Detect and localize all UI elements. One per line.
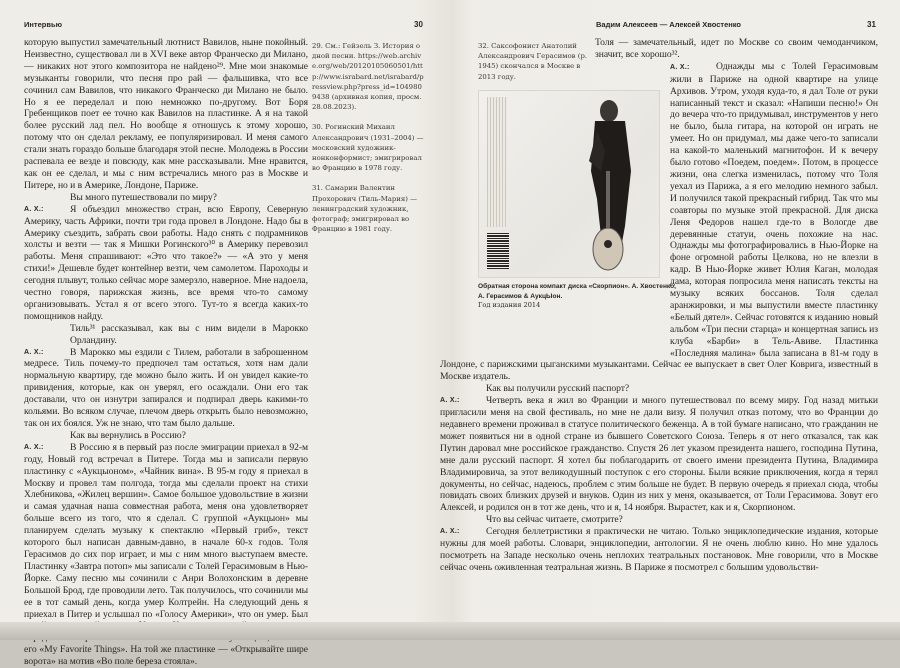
speaker-label: А. Х.: <box>440 528 460 536</box>
speaker-label: А. Х.: <box>670 63 690 71</box>
answer-text: Я объездил множество стран, всю Европу, Северную Америку, часть Африки, почти три года провел в Лондоне. Надо бы в Америку съездить, забрать свои работы. Надо снять с подрамников холсты и везти — так я Мишки Рогинского³⁰ в Америку перевозил работы. Меня спрашивают: «Это что такое?» — «А это у меня стихи!» Дешевле будет контейнер везти, чем самолетом. Пароходы и сегодня плывут, только сейчас море замерзло, наверное. Мне надоела, честно говоря, парижская жизнь, все время что-то самому организовывать. Устал я от всего этого. Тут-то я всегда каких-то помощников найду. <box>24 203 308 322</box>
footnote-29: 29. См.: Гейзель З. История одной песни. https://web.archive.org/web/20120105060501/http://www.israbard.net/israbard/pressview.php?press_id=1049809438 (архивная копия, просм. 28.08.2023). <box>312 42 424 112</box>
table-surface <box>0 622 900 640</box>
footnote-31: 31. Самарин Валентин Прохорович (Тиль-Мария) — ленинградский художник, фотограф; эмигрировал во Францию в 1981 году. <box>312 184 417 234</box>
answer-paragraph <box>24 347 308 430</box>
page-number-right: 31 <box>867 20 876 29</box>
answer-paragraph <box>440 526 878 574</box>
answer-text: В Россию я в первый раз после эмиграции приехал в 92-м году, Новый год встречал в Питере. Тогда мы и записали первую пластинку с «Аукцыоном», «Чайник вина». В 95-м году я приехал в Москву и провел там полгода, тогда мы сделали проект на стихи Хлебникова, «Жилец вершин». Самое большое удовольствие в жизни и самая удачная наша совместная работа, меня она удовлетворяет больше всего из того, что я сделал. С группой «Аукцыон» мы планируем сделать музыку к спектаклю «Первый гриб», текст которого был написан давным-давно, в начале 60-х годов. Толя Герасимов до сих пор играет, и мы с ним много выступаем вместе. Пластинку «Завтра потоп» мы записали с Толей Герасимовым в Нью-Йорке. Саму песню мы сочинили с Анри Волохонским в деревне Большой Брод, где проводили лето. Так получилось, что сочинили мы ее в тот самый день, когда умер Колтрейн. На следующий день я приехал в Питер и услышал по «Голосу Америки», что он умер. Был его «My Favorite Things». На той же пластинке — «Открывайте шире ворота» на мотив «Во поле береза стояла». <box>24 441 308 668</box>
interviewer-question: Как вы получили русский паспорт? <box>486 383 630 395</box>
interviewer-question: Что вы сейчас читаете, смотрите? <box>486 514 623 526</box>
left-footnotes <box>312 41 424 244</box>
answer-text: Сегодня беллетристики я практически не читаю. Только энциклопедические издания, которые нужны для моей работы. Словари, энциклопедии, антологии. Я не очень люблю кино. Но мне удалось посмотреть на Западе несколько очень неплохих театральных постановок. Мне говорили, что в Москве сейчас очень оживленная театральная жизнь. В Париже я посмотрел с большим удовольстви- <box>440 526 878 573</box>
interviewer-question: Вы много путешествовали по миру? <box>70 191 217 203</box>
caption-title: Обратная сторона компакт диска «Скорпион». А. Хвостенко, А. Герасимов & АукцЫон. <box>478 283 677 300</box>
paragraph: которую выпустил замечательный лютнист Вавилов, ныне покойный. Неизвестно, существовал ли в XVI веке автор Франческо ди Милано, — никаких нот этого композитора не найдено²⁹. Мне мои знакомые музыканты говорили, что песня про рай — фальшивка, что все сочинил сам Вавилов, что никакого Франческо ди Милано не было. Но я ее переделал и пою немножко по-другому. Вот Боря Гребенщиков поет ее точно как Вавилов на пластинке. А я на такой более русский лад пел. Но вообще я отношусь к этому хорошо, потому что он сделал рекламу, ее популяризировал. И меня самого стали знать гораздо больше благодаря этой песне. Молодежь в России распевала ее везде и повсюду, как мне рассказывали. Мне нравится, как он ее сделал, и мы с ним встречались много раз в Москве и Питере, но и в Америке, Лондоне, Париже. <box>24 37 308 191</box>
footnote-32: 32. Саксофонист Анатолий Александрович Герасимов (р. 1945) скончался в Москве в 2013 году. <box>478 42 588 81</box>
interviewer-question: Как вы вернулись в Россию? <box>70 429 186 441</box>
footnote-30: 30. Рогинский Михаил Александрович (1931–2004) — московский художник-нонконформист; эмигрировал во Францию в 1978 году. <box>312 123 424 173</box>
answer-paragraph <box>440 395 878 514</box>
right-body-text <box>440 37 878 574</box>
answer-paragraph <box>24 204 308 323</box>
footnote-wrap-spacer <box>440 37 595 61</box>
caption-year: Год издания 2014 <box>478 301 541 309</box>
answer-text: В Марокко мы ездили с Тилем, работали в заброшенном медресе. Тиль почему-то предпочел там остаться, хотя нам дали нормальную квартиру, где можно было жить. И он увидел какие-то привидения, которые, как он уверял, его осаждали. Они его так доставали, что он изнутри запирался и подпирал дверь какими-то кольями. Во всяком случае, плечом дверь открыть было невозможно, так он их боялся. Уж не знаю, что там было дальше. <box>24 346 308 429</box>
speaker-label: А. Х.: <box>24 205 44 213</box>
speaker-label: А. Х.: <box>440 397 460 405</box>
answer-text: Четверть века я жил во Франции и много путешествовал по всему миру. Год назад митьки пригласили меня на свой фестиваль, но мне не дали визу. Я получил отказ потому, что во Франции до недавнего времени проживал в статусе политического беженца. А в той бумаге написано, что гражданин не может появиться ни в одной стране из бывшего Советского Союза. Теперь я от него отказался, так как Путин даровал мне российское гражданство. Спустя 26 лет указом президента нашего, господина Путина, мне дали русский паспорт. Я хотел бы поблагодарить от своего имени президента Путина, Владимира Владимировича, за этот великодушный поступок с его стороны. Были всякие приключения, когда я терял документы, но сейчас, надеюсь, проблем с этим больше не будет. В первую очередь я приехал сюда, чтобы повидать своих близких друзей и внуков. Один из них у меня, оказывается, от Толи Герасимова. Зовут его Алексей, и родился он в тот же день, что и я, 14 ноября. Вырастет, как и я, Скорпионом. <box>440 395 878 514</box>
answer-paragraph <box>440 61 878 383</box>
running-head-right: Вадим Алексеев — Алексей Хвостенко <box>596 20 742 29</box>
left-body-text <box>24 37 308 668</box>
answer-text: Однажды мы с Толей Герасимовым жили в Париже на одной квартире на улице Архивов. Утром, уходя куда-то, я дал Толе от руки написанный текст и сказал: «Напиши песню!» Он до вечера что-то придумывал, инструментов у него не было, была гитара, на которой он играть не умеет. Но он придумал, мы даже чего-то записали на какой-то маленький магнитофон. И к вечеру было готово «Поедем, поедем». Потом, в процессе жизни, она слегка изменилась, потому что Толя уехал из Парижа, а я его мелодию немного забыл. И получился такой прекрасный гибрид. Так что мы соавторы по музыке этой прекрасной. Для диска Леня Федоров нашел где-то в Вологде две деревянные статуи, очень похожие на нас. Однажды мы фотографировались в Нью-Йорке на фоне огромной работы Целкова, но не влезли в кадр. В Нью-Йорке живет Юлия Каган, молодая дама, которая попросила меня написать тексты на музыку всяких боссанов. Толя сделал аранжировки, и мы выпустили вместе пластинку «Белый дятел». Сейчас готовятся к изданию новый альбом «Три песни старца» и концертная запись из клуба «Барби» в Тель-Авиве. Пластинка «Последняя малина» была записана в 81-м году в Лондоне, с парижскими цыганскими музыкантами. Сейчас ее выпускает в свет Олег Коврига, известный в Москве издатель. <box>440 60 878 383</box>
continuation-paragraph: Толя — замечательный, идет по Москве со своим чемоданчиком, значит, все хорошо³². <box>595 37 878 60</box>
speaker-label: А. Х.: <box>24 348 44 356</box>
page-number-left: 30 <box>414 20 423 29</box>
running-head-left: Интервью <box>24 20 62 29</box>
interviewer-question: Тиль³¹ рассказывал, как вы с ним видели в Марокко Орландину. <box>70 322 308 346</box>
speaker-label: А. Х.: <box>24 443 44 451</box>
